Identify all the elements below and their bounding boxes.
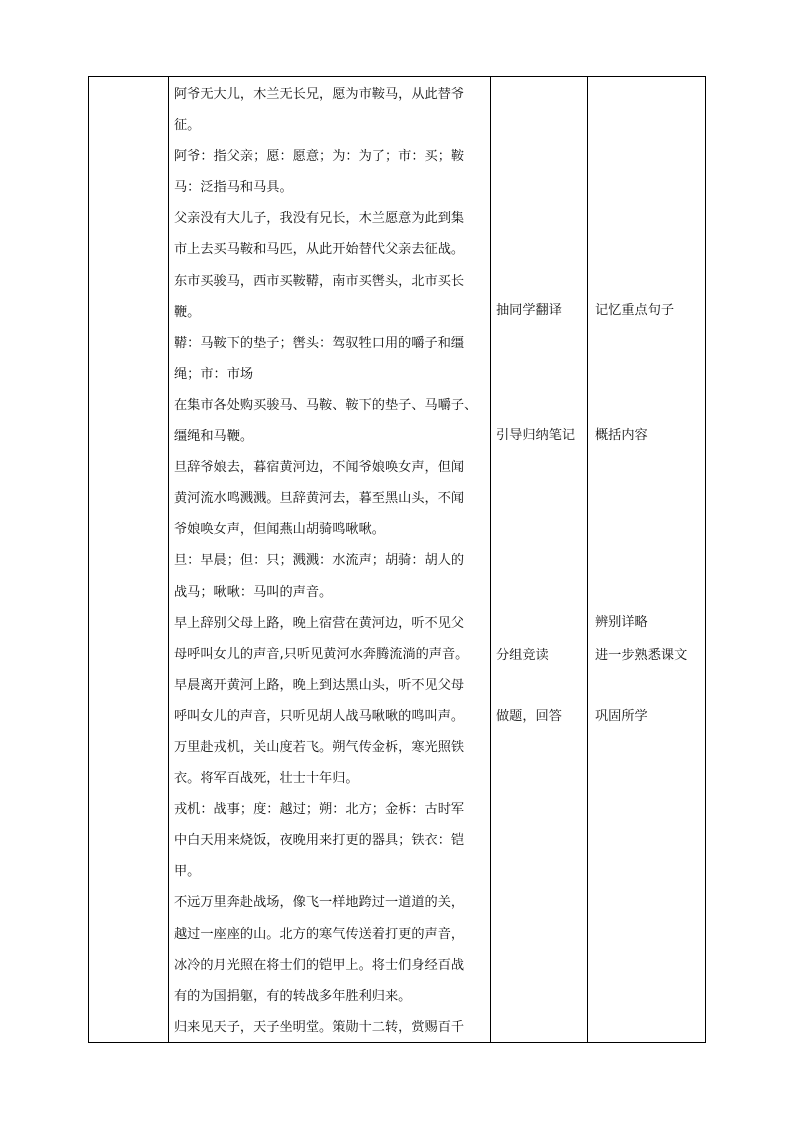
text-line: 绳；市：市场 bbox=[174, 366, 254, 382]
text-line: 旦：早晨；但：只；溅溅：水流声；胡骑：胡人的 bbox=[174, 553, 465, 569]
text-line: 归来见天子，天子坐明堂。策勋十二转，赏赐百千 bbox=[174, 1019, 465, 1035]
text-line: 甲。 bbox=[174, 864, 201, 880]
lesson-table bbox=[88, 76, 706, 1043]
text-line: 万里赴戎机，关山度若飞。朔气传金柝，寒光照铁 bbox=[174, 739, 465, 755]
text-line: 黄河流水鸣溅溅。旦辞黄河去，暮至黑山头，不闻 bbox=[174, 491, 465, 507]
text-line: 中白天用来烧饭，夜晚用来打更的器具；铁衣：铠 bbox=[174, 833, 465, 849]
student-note-memorize: 记忆重点句子 bbox=[595, 303, 675, 318]
text-line: 鞭。 bbox=[174, 304, 201, 320]
text-line: 早晨离开黄河上路，晚上到达黑山头，听不见父母 bbox=[174, 677, 465, 693]
column-divider bbox=[168, 77, 169, 1042]
text-content-column bbox=[174, 79, 486, 1043]
teacher-note-exercise: 做题，回答 bbox=[496, 709, 562, 724]
column-divider bbox=[490, 77, 491, 1042]
text-line: 冰冷的月光照在将士们的铠甲上。将士们身经百战 bbox=[174, 957, 465, 973]
text-line: 父亲没有大儿子，我没有兄长，木兰愿意为此到集 bbox=[174, 211, 465, 227]
text-line: 东市买骏马，西市买鞍鞯，南市买辔头，北市买长 bbox=[174, 273, 465, 289]
column-divider bbox=[587, 77, 588, 1042]
text-line: 有的为国捐躯，有的转战多年胜利归来。 bbox=[174, 988, 412, 1004]
text-line: 爷娘唤女声，但闻燕山胡骑鸣啾啾。 bbox=[174, 522, 385, 538]
text-line: 越过一座座的山。北方的寒气传送着打更的声音， bbox=[174, 926, 465, 942]
text-line: 衣。将军百战死，壮士十年归。 bbox=[174, 771, 359, 787]
text-line: 在集市各处购买骏马、马鞍、鞍下的垫子、马嚼子、 bbox=[174, 397, 478, 413]
student-note-consolidate: 巩固所学 bbox=[595, 709, 648, 724]
student-note-familiar: 进一步熟悉课文 bbox=[595, 648, 688, 663]
text-line: 旦辞爷娘去，暮宿黄河边，不闻爷娘唤女声，但闻 bbox=[174, 460, 465, 476]
text-line: 市上去买马鞍和马匹，从此开始替代父亲去征战。 bbox=[174, 242, 465, 258]
text-line: 呼叫女儿的声音，只听见胡人战马啾啾的鸣叫声。 bbox=[174, 708, 465, 724]
student-note-summarize: 概括内容 bbox=[595, 428, 648, 443]
text-line: 征。 bbox=[174, 118, 201, 134]
text-line: 母呼叫女儿的声音,只听见黄河水奔腾流淌的声音。 bbox=[174, 646, 469, 662]
teacher-note-summarize: 引导归纳笔记 bbox=[496, 428, 576, 443]
text-line: 不远万里奔赴战场，像飞一样地跨过一道道的关， bbox=[174, 895, 465, 911]
teacher-note-group-read: 分组竞读 bbox=[496, 648, 549, 663]
text-line: 阿爷无大儿，木兰无长兄，愿为市鞍马，从此替爷 bbox=[174, 87, 465, 102]
text-line: 战马；啾啾：马叫的声音。 bbox=[174, 584, 333, 600]
student-note-distinguish: 辨别详略 bbox=[595, 615, 648, 630]
text-line: 鞯：马鞍下的垫子；辔头：驾驭牲口用的嚼子和缰 bbox=[174, 335, 465, 351]
text-line: 马：泛指马和马具。 bbox=[174, 180, 293, 196]
teacher-note-translate: 抽同学翻译 bbox=[496, 303, 562, 318]
text-line: 缰绳和马鞭。 bbox=[174, 429, 254, 445]
text-line: 早上辞别父母上路，晚上宿营在黄河边，听不见父 bbox=[174, 615, 465, 631]
text-line: 阿爷：指父亲；愿：愿意；为：为了；市：买；鞍 bbox=[174, 149, 465, 165]
text-line: 戎机：战事；度：越过；朔：北方；金柝：古时军 bbox=[174, 802, 465, 818]
